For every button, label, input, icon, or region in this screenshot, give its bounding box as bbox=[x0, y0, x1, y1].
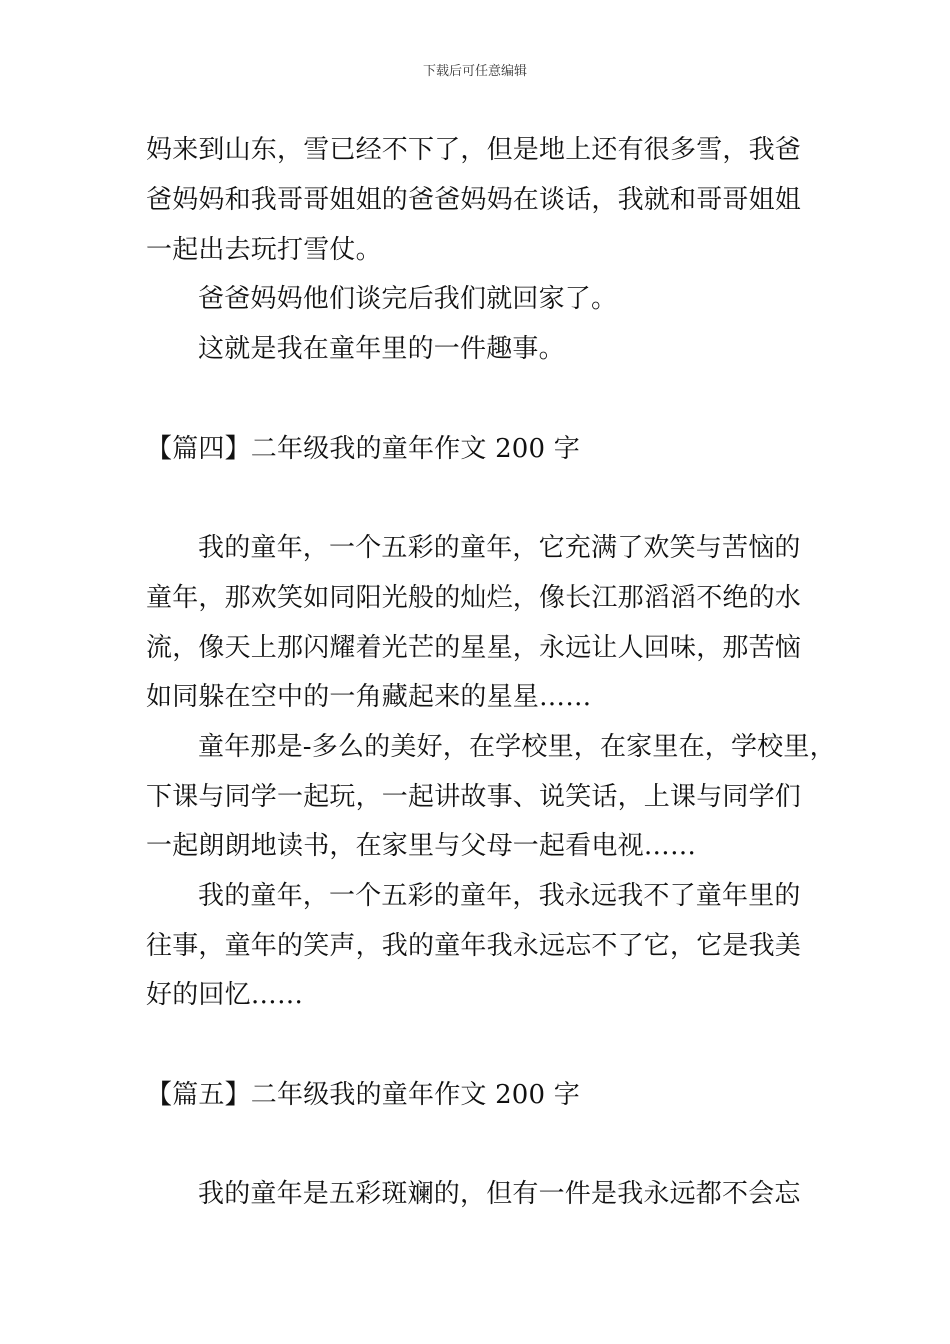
paragraph-line: 下课与同学一起玩，一起讲故事、说笑话，上课与同学们 bbox=[146, 782, 802, 812]
paragraph-line: 妈来到山东，雪已经不下了，但是地上还有很多雪，我爸 bbox=[146, 135, 802, 165]
paragraph-line: 如同躲在空中的一角藏起来的星星…… bbox=[146, 682, 592, 712]
paragraph-line: 一起出去玩打雪仗。 bbox=[146, 235, 382, 265]
paragraph-line: 爸妈妈和我哥哥姐姐的爸爸妈妈在谈话，我就和哥哥姐姐 bbox=[146, 185, 802, 215]
paragraph-line: 流，像天上那闪耀着光芒的星星，永远让人回味，那苦恼 bbox=[146, 633, 802, 663]
paragraph-line: 我的童年，一个五彩的童年，它充满了欢笑与苦恼的 bbox=[198, 533, 801, 563]
paragraph-line: 童年那是-多么的美好，在学校里，在家里在，学校里， bbox=[198, 732, 836, 762]
section-heading: 【篇四】二年级我的童年作文 200 字 bbox=[146, 434, 580, 464]
paragraph-line: 一起朗朗地读书，在家里与父母一起看电视…… bbox=[146, 831, 697, 861]
paragraph-line: 好的回忆…… bbox=[146, 980, 304, 1010]
paragraph-line: 爸爸妈妈他们谈完后我们就回家了。 bbox=[198, 284, 618, 314]
paragraph-line: 这就是我在童年里的一件趣事。 bbox=[198, 334, 565, 364]
paragraph-line: 往事，童年的笑声，我的童年我永远忘不了它，它是我美 bbox=[146, 931, 802, 961]
paragraph-line: 童年，那欢笑如同阳光般的灿烂，像长江那滔滔不绝的水 bbox=[146, 583, 802, 613]
section-heading: 【篇五】二年级我的童年作文 200 字 bbox=[146, 1080, 580, 1110]
paragraph-line: 我的童年，一个五彩的童年，我永远我不了童年里的 bbox=[198, 881, 801, 911]
page-header: 下载后可任意编辑 bbox=[422, 64, 527, 79]
paragraph-line: 我的童年是五彩斑斓的，但有一件是我永远都不会忘 bbox=[198, 1179, 801, 1209]
